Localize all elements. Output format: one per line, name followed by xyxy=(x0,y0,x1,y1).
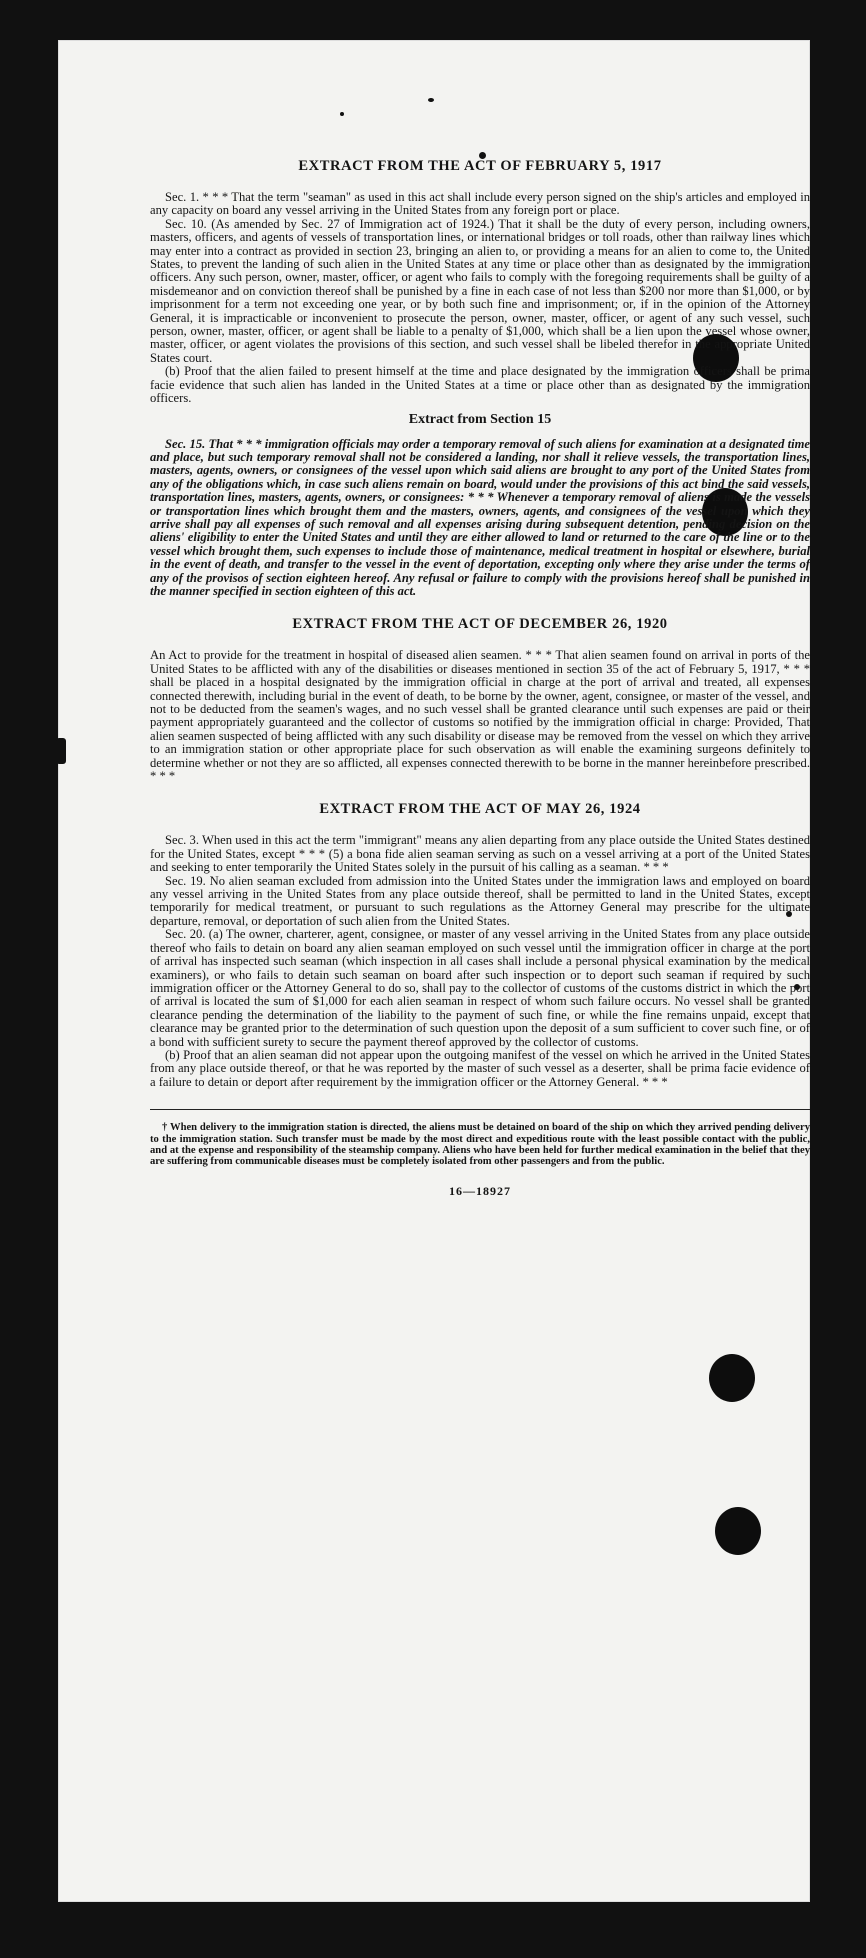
document-body xyxy=(150,158,810,1199)
paragraph: Sec. 20. (a) The owner, charterer, agent, consignee, or master of any vessel arriving in the United States from any place outside thereof who fails to detain on board any alien seaman employed on such vessel until the immigration officer in charge at the port of arrival has inspected such seaman (which inspection in all cases shall include a personal physical examination by the medical examiners), or who fails to detain such seaman on board after such inspection or to deport such seaman if required by such immigration officer or the Attorney General to do so, shall pay to the collector of customs of the customs district in which the port of arrival is located the sum of $1,000 for each alien seaman in respect of whom such failure occurs. No vessel shall be granted clearance pending the determination of the liability to the payment of such fine, or while the fine remains unpaid, except that clearance may be granted prior to the determination of such question upon the deposit of a sum sufficient to cover such fine, or of a bond with sufficient surety to secure the payment thereof approved by the collector of customs. xyxy=(150,927,810,1049)
section-heading: EXTRACT FROM THE ACT OF MAY 26, 1924 xyxy=(319,801,641,818)
paragraph: (b) Proof that the alien failed to present himself at the time and place designated by the immigration officers shall be prima facie evidence that such alien has landed in the United States at a time or place other than as designated by the immigration officers. xyxy=(150,364,810,406)
ink-speck xyxy=(56,738,66,764)
paragraph: Sec. 19. No alien seaman excluded from admission into the United States under the immigration laws and employed on board any vessel arriving in the United States from any place outside thereof, shall be permitted to land in the United States, except temporarily for medical treatment, or pursuant to such regulations as the Attorney General may prescribe for the ultimate departure, removal, or deportation of such alien from the United States. xyxy=(150,873,810,928)
paragraph: (b) Proof that an alien seaman did not appear upon the outgoing manifest of the vessel on which he arrived in the United States from any place outside thereof, or that he was reported by the master of such vessel as a deserter, shall be prima facie evidence of a failure to detain or deport after requirement by the immigration officer or the Attorney General. * * * xyxy=(150,1047,810,1089)
section-heading: EXTRACT FROM THE ACT OF FEBRUARY 5, 1917 xyxy=(298,158,662,174)
section-heading: EXTRACT FROM THE ACT OF DECEMBER 26, 1920 xyxy=(292,616,668,633)
footnote: † When delivery to the immigration station is directed, the aliens must be detained on board of the ship on which they arrived pending delivery to the immigration station. Such transfer must be made by the most direct and expeditious route with the least possible contact with the public, and at the expense and responsibility of the steamship company. Aliens who have been held for further medical examination in the belief that they are suffering from communicable diseases must be completely isolated from other passengers and from the public. xyxy=(150,1122,810,1168)
paragraph: Sec. 10. (As amended by Sec. 27 of Immigration act of 1924.) That it shall be the duty of every person, including owners, masters, officers, and agents of vessels of transportation lines, or international bridges or toll roads, other than railway lines which may enter into a contract as provided in section 23, bringing an alien to, or providing a means for an alien to come to, the United States, to prevent the landing of such alien in the United States at any time or place other than as designated by the immigration officers. Any such person, owner, master, officer, or agent who fails to comply with the foregoing requirements shall be guilty of a misdemeanor and on conviction thereof shall be punished by a fine in each case of not less than $200 nor more than $1,000, or by imprisonment for a term not exceeding one year, or by both such fine and imprisonment; or, if in the opinion of the Attorney General, it is impracticable or inconvenient to prosecute the person, owner, master, officer, or agent of any such vessel, such person, owner, master, officer, or agent shall be liable to a penalty of $1,000, which shall be a lien upon the vessel whose owner, master, officer, or agent violates the provisions of this section, and such vessel shall be libeled therefor in the appropriate United States court. xyxy=(150,216,810,365)
paragraph: An Act to provide for the treatment in hospital of diseased alien seamen. * * * That alien seamen found on arrival in ports of the United States to be afflicted with any of the disabilities or diseases mentioned in section 35 of the act of February 5, 1917, * * * shall be placed in a hospital designated by the immigration official in charge at the port of arrival and treated, all expenses connected therewith, including burial in the event of death, to be borne by the owner, agent, consignee, or master of the vessel, and not to be deducted from the seamen's wages, and no such vessel shall be granted clearance until such expenses are paid or their payment appropriately guaranteed and the collector of customs so notified by the immigration official in charge: Provided, That alien seamen suspected of being afflicted with any such disability or disease may be removed from the vessel on which they arrive to an immigration station or other appropriate place for such observation as will enable the examining surgeons definitely to determine whether or not they are so afflicted, all expenses connected therewith to be borne in the manner hereinbefore prescribed. * * * xyxy=(150,648,810,784)
section-subheading: Extract from Section 15 xyxy=(408,411,552,427)
document-page xyxy=(58,40,810,1902)
punch-hole xyxy=(709,1354,755,1402)
paragraph: Sec. 1. * * * That the term "seaman" as used in this act shall include every person signed on the ship's articles and employed in any capacity on board any vessel arriving in the United States from any foreign port or place. xyxy=(150,190,810,218)
footnote-divider xyxy=(150,1109,810,1110)
ink-speck xyxy=(428,98,434,102)
paragraph: Sec. 15. That * * * immigration officials may order a temporary removal of such aliens for examination at a designated time and place, but such temporary removal shall not be considered a landing, nor shall it relieve vessels, the transportation lines, masters, agents, owners, or consignees of the vessel upon which said aliens are brought to any port of the United States from any of the obligations which, in case such aliens remain on board, would under the provisions of this act bind the said vessels, transportation lines, masters, agents, owners, or consignees: * * * Whenever a temporary removal of aliens is made the vessels or transportation lines which brought them and the masters, owners, agents, and consignees of the vessel upon which they arrive shall pay all expenses of such removal and all expenses arising during subsequent detention, pending decision on the aliens' eligibility to enter the United States and until they are either allowed to land or returned to the care of the line or to the vessel which brought them, such expenses to include those of maintenance, medical treatment in hospital or elsewhere, burial in the event of death, and transfer to the vessel in the event of deportation, excepting only where they arise under the terms of any of the provisos of section eighteen hereof. Any refusal or failure to comply with the provisions hereof shall be punished in the manner specified in section eighteen of this act. xyxy=(150,436,810,598)
paragraph: Sec. 3. When used in this act the term "immigrant" means any alien departing from any place outside the United States destined for the United States, except * * * (5) a bona fide alien seaman serving as such on a vessel arriving at a port of the United States and seeking to enter temporarily the United States solely in the pursuit of his calling as a seaman. * * * xyxy=(150,833,810,875)
ink-speck xyxy=(340,112,344,116)
punch-hole xyxy=(715,1507,761,1555)
page-number: 16—18927 xyxy=(449,1183,511,1198)
